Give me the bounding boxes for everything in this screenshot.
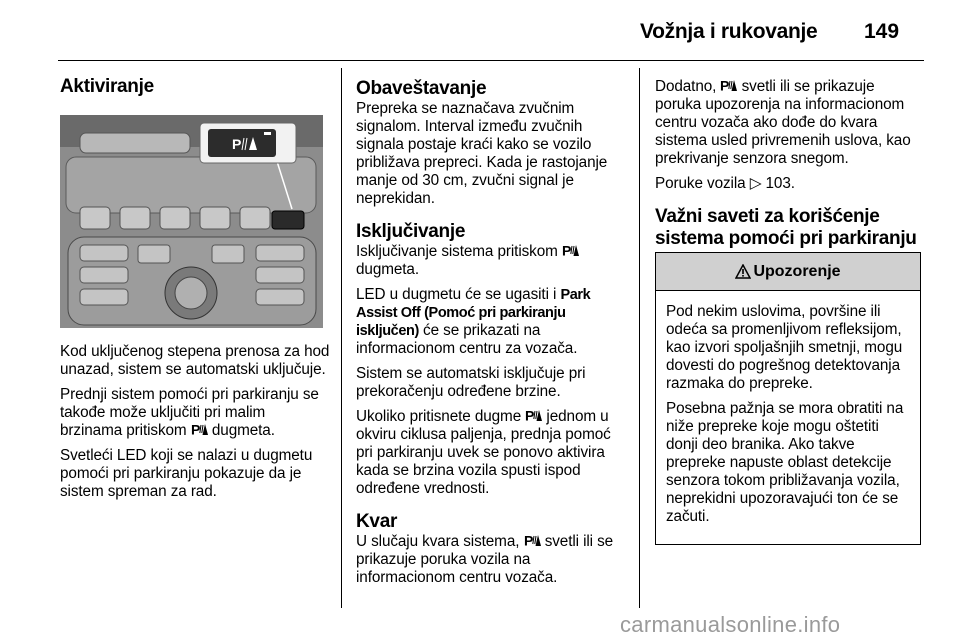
warning-triangle-icon	[735, 264, 751, 279]
column-divider-2	[639, 68, 640, 608]
page-number: 149	[864, 20, 900, 43]
warning-title: Upozorenje	[753, 262, 841, 280]
watermark: carmanualsonline.info	[620, 612, 841, 637]
column-divider-1	[341, 68, 342, 608]
paragraph: Prednji sistem pomoći pri parkiranju se takođe može uključiti pri malim brzinama pritiskom dugmeta.	[60, 386, 319, 439]
column-3	[655, 70, 923, 250]
paragraph: Prepreka se naznačava zvučnim signalom. Interval između zvučnih signala postaje kraći kako se vozilo približava prepreci. Kada je rastojanje manje od 30 cm, zvučni signal je neprekidan.	[356, 100, 608, 207]
section-heading-aktiviranje: Aktiviranje	[60, 76, 154, 97]
paragraph: LED u dugmetu će se ugasiti i Park Assist Off (Pomoć pri parkiranju isključen) će se prikazati na informacionom centru za vozača.	[356, 286, 591, 357]
column-2	[356, 70, 628, 594]
button-label: P	[232, 136, 242, 152]
warning-box	[655, 252, 921, 545]
warning-header	[656, 253, 920, 291]
paragraph: Kod uključenog stepena prenosa za hod unazad, sistem se automatski uključuje.	[60, 343, 330, 378]
park-assist-icon	[562, 243, 579, 257]
paragraph: U slučaju kvara sistema, svetli ili se prikazuje poruka vozila na informacionom centru vozača.	[356, 533, 614, 586]
park-assist-icon	[720, 78, 737, 92]
paragraph: Isključivanje sistema pritiskom dugmeta.	[356, 243, 628, 279]
page-reference-icon: ▷	[749, 175, 762, 192]
paragraph: Sistem se automatski isključuje pri prekoračenju određene brzine.	[356, 365, 586, 400]
paragraph: Svetleći LED koji se nalazi u dugmetu pomoći pri parkiranju pokazuje da je sistem spreman za rad.	[60, 447, 313, 500]
paragraph: Ukoliko pritisnete dugme jednom u okviru ciklusa paljenja, prednja pomoć pri parkiranju uvek se ponovo aktivira kada se brzina vozila spusti ispod određene vrednosti.	[356, 408, 611, 497]
section-heading-iskljucivanje: Isključivanje	[356, 221, 466, 242]
park-assist-icon	[525, 408, 542, 422]
park-assist-icon	[191, 422, 208, 436]
warning-paragraph: Pod nekim uslovima, površine ili odeća sa promenljivom refleksijom, kao izvori spoljašnjih smetnji, mogu dovesti do pogrešnog detektovanja razmaka do prepreke.	[666, 303, 903, 392]
section-heading-vazni-saveti: Važni saveti za korišćenje sistema pomoći pri parkiranju	[655, 206, 917, 249]
warning-paragraph: Posebna pažnja se mora obratiti na niže prepreke koje mogu oštetiti donji deo branika. Ako takve prepreke napuste oblast detekcije senzora tokom približavanja vozila, neprekidni upozoravajući ton će se začuti.	[666, 400, 904, 525]
paragraph: Dodatno, svetli ili se prikazuje poruka upozorenja na informacionom centru vozača ako dođe do kvara sistema usled privremenih uslova, kao prekrivanje senzora snegom.	[655, 78, 911, 167]
section-heading-kvar: Kvar	[356, 511, 398, 532]
center-console-photo	[60, 115, 323, 328]
page-header-title: Vožnja i rukovanje	[640, 20, 818, 43]
header-divider	[58, 60, 924, 61]
paragraph: Poruke vozila ▷ 103.	[655, 175, 795, 192]
park-assist-icon	[524, 533, 541, 547]
column-1	[60, 70, 330, 508]
section-heading-obavestavanje: Obaveštavanje	[356, 78, 487, 99]
warning-body	[656, 291, 920, 526]
